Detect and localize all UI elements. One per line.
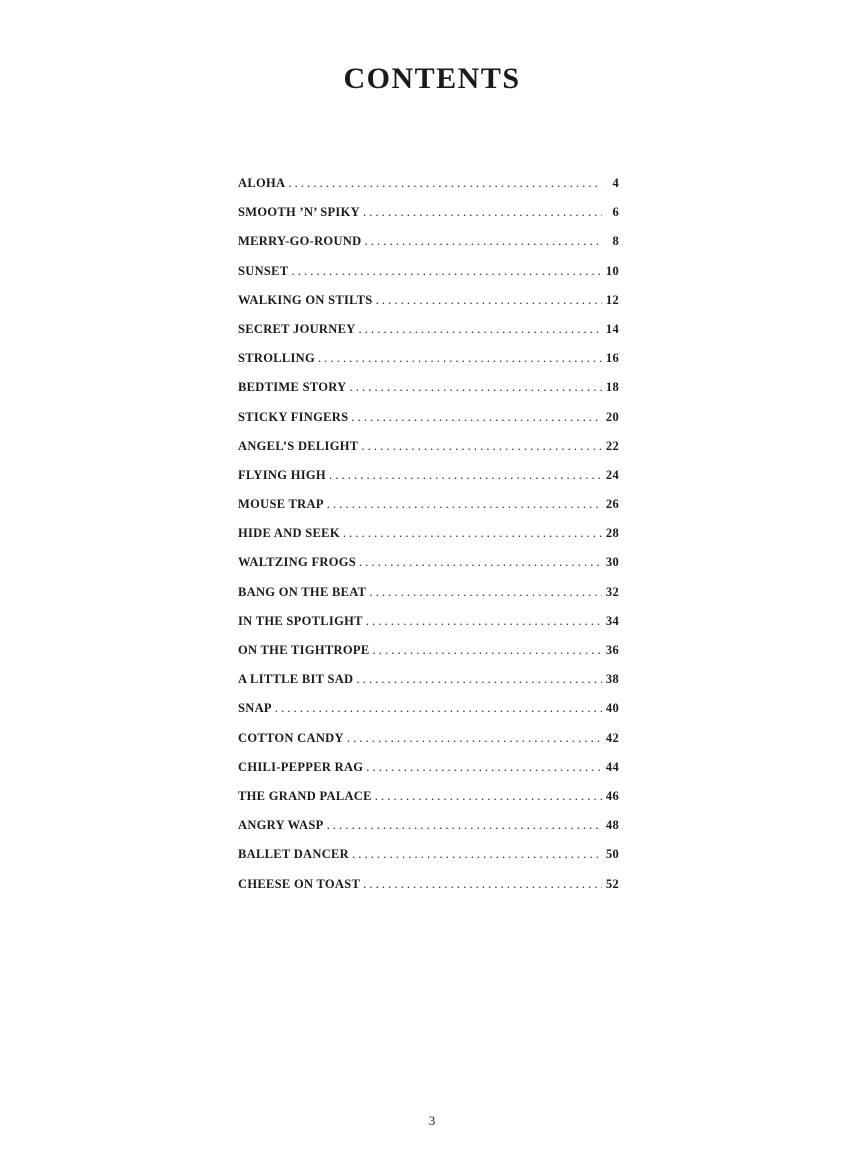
toc-entry-page: 36 [605, 643, 619, 657]
toc-entry-page: 32 [605, 584, 619, 599]
toc-entry-title: CHILI-PEPPER RAG [238, 759, 364, 774]
dot-leader [363, 205, 602, 220]
dot-leader [364, 234, 602, 249]
dot-leader [376, 293, 602, 308]
toc-entry[interactable] [238, 526, 619, 555]
toc-entry-page: 20 [605, 409, 619, 424]
toc-entry-title: ON THE TIGHTROPE [238, 643, 370, 657]
dot-leader [359, 555, 602, 570]
dot-leader [288, 176, 602, 191]
dot-leader [366, 614, 602, 629]
toc-entry-page: 4 [612, 176, 619, 190]
toc-entry-title: CHEESE ON TOAST [238, 876, 361, 891]
toc-entry-page: 46 [605, 788, 619, 803]
page-title: CONTENTS [343, 62, 521, 95]
toc-entry[interactable] [238, 731, 619, 760]
toc-entry[interactable] [238, 234, 619, 263]
dot-leader [343, 526, 602, 541]
dot-leader [356, 672, 602, 687]
toc-entry[interactable] [238, 818, 619, 847]
toc-entry-title: BALLET DANCER [238, 847, 349, 862]
toc-entry[interactable] [238, 643, 619, 672]
toc-entry[interactable] [238, 322, 619, 351]
dot-leader [363, 877, 602, 892]
table-of-contents [238, 176, 619, 906]
toc-entry-title: SMOOTH ’N’ SPIKY [238, 205, 360, 220]
dot-leader [366, 760, 602, 775]
dot-leader [327, 818, 602, 833]
toc-entry-title: BANG ON THE BEAT [238, 584, 367, 599]
toc-entry-page: 14 [605, 321, 619, 336]
toc-entry[interactable] [238, 264, 619, 293]
toc-entry[interactable] [238, 555, 619, 584]
toc-entry[interactable] [238, 468, 619, 497]
dot-leader [359, 322, 602, 337]
toc-entry-title: ALOHA [238, 176, 286, 190]
toc-entry-page: 30 [605, 555, 619, 570]
toc-entry-title: STROLLING [238, 351, 316, 366]
toc-entry-title: SUNSET [238, 263, 289, 278]
toc-entry-page: 52 [605, 876, 619, 891]
toc-entry-title: MOUSE TRAP [238, 497, 324, 512]
toc-entry-title: SECRET JOURNEY [238, 321, 356, 336]
toc-entry-page: 42 [605, 730, 619, 745]
toc-entry[interactable] [238, 789, 619, 818]
toc-entry[interactable] [238, 585, 619, 614]
dot-leader [349, 380, 602, 395]
toc-entry-title: SNAP [238, 701, 272, 716]
dot-leader [361, 439, 602, 454]
toc-entry[interactable] [238, 877, 619, 906]
toc-entry-page: 16 [605, 351, 619, 366]
toc-entry-page: 24 [605, 467, 619, 482]
dot-leader [375, 789, 602, 804]
toc-entry-page: 40 [605, 701, 619, 716]
toc-entry-page: 38 [605, 672, 619, 687]
toc-entry[interactable] [238, 293, 619, 322]
toc-entry-page: 34 [605, 613, 619, 628]
toc-entry-title: COTTON CANDY [238, 730, 344, 745]
toc-entry[interactable] [238, 176, 619, 205]
toc-entry[interactable] [238, 410, 619, 439]
toc-entry[interactable] [238, 847, 619, 876]
toc-entry-title: WALTZING FROGS [238, 555, 357, 570]
toc-entry-title: MERRY-GO-ROUND [238, 234, 362, 249]
toc-entry-title: A LITTLE BIT SAD [238, 672, 354, 687]
toc-entry-title: BEDTIME STORY [238, 380, 347, 395]
toc-entry-page: 22 [605, 438, 619, 453]
toc-entry-page: 44 [605, 759, 619, 774]
toc-entry-page: 50 [605, 847, 619, 862]
dot-leader [352, 847, 602, 862]
dot-leader [275, 701, 602, 716]
toc-entry-title: IN THE SPOTLIGHT [238, 613, 363, 628]
toc-entry-page: 48 [605, 818, 619, 833]
toc-entry-title: FLYING HIGH [238, 467, 326, 482]
toc-entry-title: STICKY FINGERS [238, 409, 349, 424]
toc-entry[interactable] [238, 672, 619, 701]
toc-entry-page: 18 [605, 380, 619, 395]
toc-entry[interactable] [238, 380, 619, 409]
toc-entry-title: ANGRY WASP [238, 818, 324, 833]
toc-entry-title: WALKING ON STILTS [238, 292, 373, 307]
toc-entry-page: 8 [612, 234, 619, 249]
dot-leader [347, 731, 602, 746]
dot-leader [369, 585, 602, 600]
toc-entry-title: ANGEL’S DELIGHT [238, 438, 359, 453]
dot-leader [351, 410, 602, 425]
toc-entry-title: THE GRAND PALACE [238, 788, 372, 803]
toc-entry[interactable] [238, 439, 619, 468]
toc-entry[interactable] [238, 351, 619, 380]
toc-entry-page: 28 [605, 526, 619, 541]
toc-entry-page: 6 [612, 205, 619, 220]
dot-leader [318, 351, 602, 366]
dot-leader [329, 468, 602, 483]
toc-entry[interactable] [238, 760, 619, 789]
dot-leader [327, 497, 602, 512]
toc-entry[interactable] [238, 205, 619, 234]
toc-entry[interactable] [238, 701, 619, 730]
toc-entry[interactable] [238, 614, 619, 643]
dot-leader [372, 643, 602, 658]
toc-entry-page: 12 [605, 292, 619, 307]
toc-entry-title: HIDE AND SEEK [238, 526, 340, 541]
page-number: 3 [428, 1113, 436, 1128]
toc-entry-page: 26 [605, 497, 619, 512]
toc-entry-page: 10 [605, 263, 619, 278]
toc-entry[interactable] [238, 497, 619, 526]
dot-leader [291, 264, 602, 279]
